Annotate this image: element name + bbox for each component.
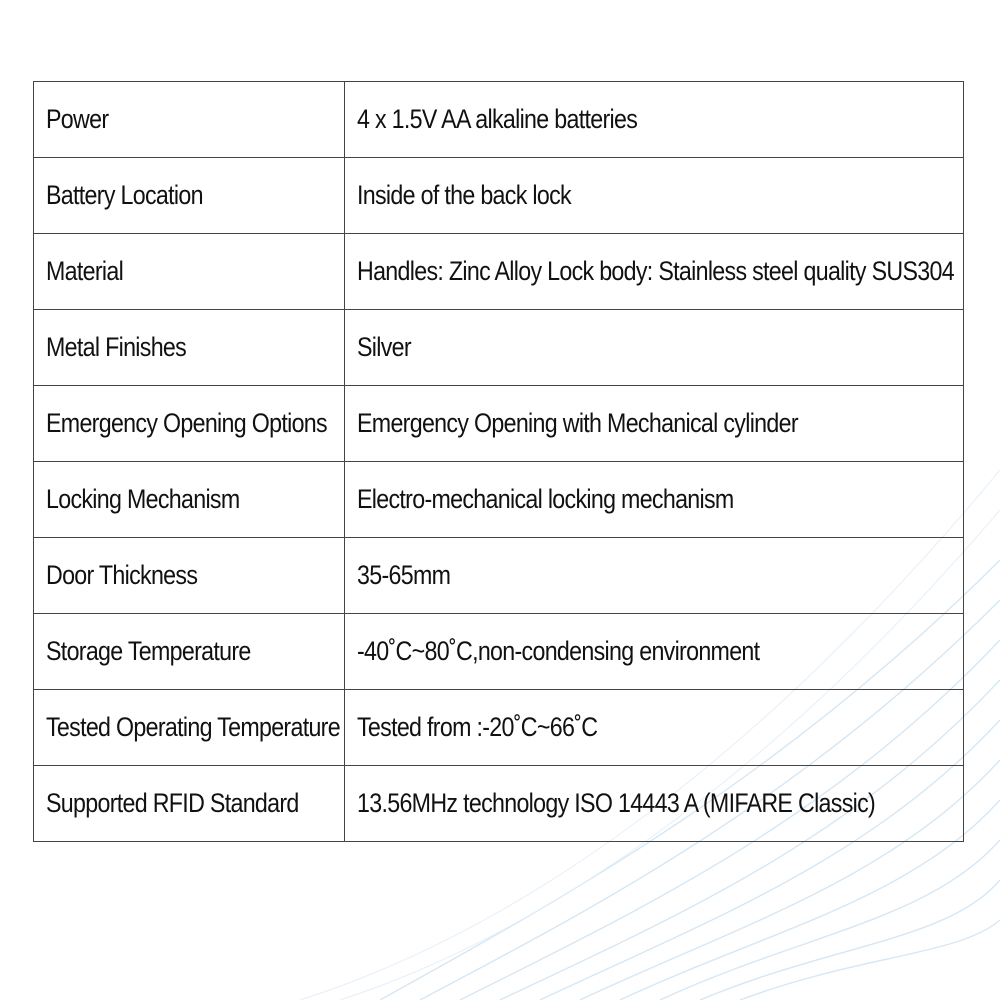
spec-label: Power bbox=[46, 104, 109, 134]
spec-value-cell bbox=[345, 234, 964, 310]
spec-value: Emergency Opening with Mechanical cylinder bbox=[357, 408, 798, 438]
spec-label: Emergency Opening Options bbox=[46, 408, 327, 438]
spec-label: Battery Location bbox=[46, 180, 203, 210]
spec-value-cell bbox=[345, 690, 964, 766]
spec-label: Supported RFID Standard bbox=[46, 788, 299, 818]
table-row bbox=[34, 158, 964, 234]
spec-label: Storage Temperature bbox=[46, 636, 251, 666]
spec-label: Locking Mechanism bbox=[46, 484, 240, 514]
spec-label-cell bbox=[34, 234, 345, 310]
spec-label-cell bbox=[34, 386, 345, 462]
spec-label-cell bbox=[34, 82, 345, 158]
table-row bbox=[34, 310, 964, 386]
spec-value: Silver bbox=[357, 332, 411, 362]
spec-value: 13.56MHz technology ISO 14443 A (MIFARE Classic) bbox=[357, 788, 876, 818]
spec-value: Handles: Zinc Alloy Lock body: Stainless steel quality SUS304 bbox=[357, 256, 954, 286]
table-row bbox=[34, 386, 964, 462]
spec-value-cell bbox=[345, 158, 964, 234]
spec-label: Door Thickness bbox=[46, 560, 198, 590]
spec-label-cell bbox=[34, 766, 345, 842]
spec-label: Metal Finishes bbox=[46, 332, 187, 362]
spec-label-cell bbox=[34, 538, 345, 614]
spec-label-cell bbox=[34, 462, 345, 538]
specifications-table bbox=[33, 81, 964, 842]
spec-value-cell bbox=[345, 310, 964, 386]
spec-value: 4 x 1.5V AA alkaline batteries bbox=[357, 104, 638, 134]
spec-label: Tested Operating Temperature bbox=[46, 712, 340, 742]
spec-value-cell bbox=[345, 462, 964, 538]
table-row bbox=[34, 766, 964, 842]
spec-label-cell bbox=[34, 690, 345, 766]
spec-value: 35-65mm bbox=[357, 560, 451, 590]
spec-label-cell bbox=[34, 158, 345, 234]
spec-value-cell bbox=[345, 386, 964, 462]
spec-label: Material bbox=[46, 256, 124, 286]
table-row bbox=[34, 82, 964, 158]
spec-label-cell bbox=[34, 614, 345, 690]
spec-value: -40˚C~80˚C,non-condensing environment bbox=[357, 636, 760, 666]
table-row bbox=[34, 234, 964, 310]
spec-value-cell bbox=[345, 538, 964, 614]
table-row bbox=[34, 690, 964, 766]
spec-value-cell bbox=[345, 614, 964, 690]
table-row bbox=[34, 462, 964, 538]
spec-value: Inside of the back lock bbox=[357, 180, 571, 210]
spec-value: Tested from :-20˚C~66˚C bbox=[357, 712, 598, 742]
table-row bbox=[34, 538, 964, 614]
spec-value-cell bbox=[345, 766, 964, 842]
spec-value: Electro-mechanical locking mechanism bbox=[357, 484, 734, 514]
spec-label-cell bbox=[34, 310, 345, 386]
table-row bbox=[34, 614, 964, 690]
spec-value-cell bbox=[345, 82, 964, 158]
